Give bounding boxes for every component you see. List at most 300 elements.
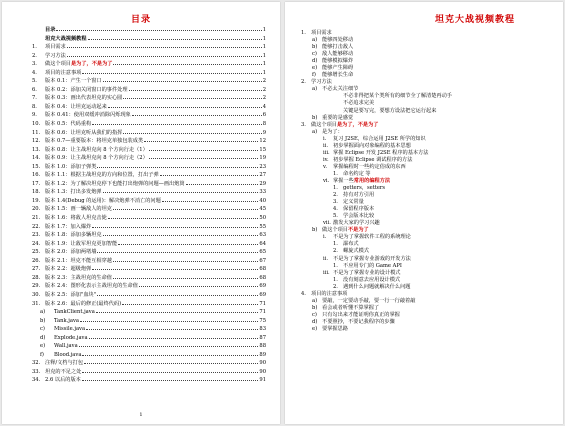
- toc-entry-page: 89: [259, 351, 266, 358]
- toc-entry-page: 68: [259, 266, 266, 273]
- toc-entry[interactable]: [32, 103, 266, 112]
- toc-entry-number: 22.: [32, 223, 41, 230]
- toc-leader-dots: [123, 129, 261, 134]
- list-marker: b): [312, 44, 318, 51]
- toc-entry-label: 版本 1.4(Debug 的运用)：解决炮弹不消亡的问题: [45, 197, 161, 204]
- list-marker: a): [312, 37, 318, 44]
- toc-leader-dots: [113, 257, 258, 262]
- toc-entry-label: Blood.java: [54, 351, 82, 358]
- toc-entry-label: 版本 2.1：坦克不能互相穿越: [45, 257, 112, 264]
- toc-entry[interactable]: [32, 300, 266, 309]
- toc-entry-page: 71: [259, 309, 266, 316]
- list-text: 掌握编程时一些约定俗成的东西: [333, 163, 406, 170]
- list-marker: 1.: [333, 185, 338, 192]
- toc-entry-number: 24.: [32, 240, 41, 247]
- list-marker: c): [312, 311, 317, 318]
- list-item: [301, 178, 553, 185]
- list-marker: 2.: [301, 79, 306, 86]
- toc-entry-label: 版本 0.3：画出代表坦克的实心圆: [45, 95, 123, 102]
- list-item: [301, 192, 553, 199]
- toc-entry-label: Explode.java: [54, 334, 88, 341]
- toc-leader-dots: [97, 163, 258, 168]
- toc-leader-dots: [56, 26, 261, 31]
- toc-entry-page: 50: [259, 215, 266, 222]
- list-text: 不必非得把某个类所有的细节全了解清楚再动手: [343, 93, 452, 100]
- toc-leader-dots: [97, 248, 258, 253]
- toc-entry-label: 版本 0.2：添加关闭窗口的事件处理: [45, 86, 128, 93]
- toc-entry-label: 坦克大战视频教程: [45, 35, 87, 42]
- list-marker: b): [312, 227, 318, 234]
- list-marker: ii.: [323, 142, 328, 149]
- content-page: [285, 2, 563, 424]
- list-item: [301, 136, 553, 143]
- toc-entry-label: 做这个项目: [45, 61, 71, 68]
- list-marker: 5.: [333, 213, 338, 220]
- toc-entry[interactable]: [32, 248, 266, 257]
- toc-entry-page: 75: [259, 317, 266, 324]
- list-marker: iv.: [323, 156, 329, 163]
- list-text: 要掌握思路: [322, 325, 348, 332]
- document-title: 坦克大战视频教程: [435, 15, 516, 25]
- toc-entry[interactable]: [32, 188, 266, 197]
- list-text: 不要照抄，不要记我程序的步骤: [322, 318, 395, 325]
- toc-page: [2, 2, 280, 424]
- toc-entry-label: TankClient.java: [54, 309, 95, 316]
- toc-entry-highlight: 是为了，不是为了: [70, 61, 113, 68]
- list-item: [301, 284, 553, 291]
- list-marker: 3.: [333, 199, 338, 206]
- toc-entry[interactable]: [32, 282, 266, 291]
- toc-entry-number: c): [40, 326, 45, 333]
- list-marker: a): [312, 297, 318, 304]
- toc-entry-label: 版本 0.6：让坦克听从我们的指挥: [45, 129, 123, 136]
- toc-entry-label: 项目需求: [45, 44, 66, 51]
- toc-entry-number: 16.: [32, 172, 41, 179]
- toc-entry-number: 6.: [32, 86, 37, 93]
- toc-entry[interactable]: [32, 325, 266, 334]
- toc-entry-label: 版本 0.41：使用双缓冲消除闪烁现象: [45, 112, 131, 119]
- toc-entry-page: 1: [262, 44, 266, 51]
- toc-entry-number: 14.: [32, 155, 41, 162]
- toc-entry-number: 2.: [32, 52, 37, 59]
- toc-entry-page: 9: [262, 129, 266, 136]
- toc-leader-dots: [67, 43, 262, 48]
- list-marker: c): [312, 51, 317, 58]
- list-item: [301, 72, 553, 79]
- toc-leader-dots: [186, 180, 259, 185]
- toc-entry-page: 71: [259, 300, 266, 307]
- toc-entry[interactable]: [32, 171, 266, 180]
- toc-entry-number: 20.: [32, 206, 41, 213]
- toc-leader-dots: [122, 300, 258, 305]
- list-text: 命名约定 等: [343, 170, 371, 177]
- toc-entry-number: 34.: [32, 377, 41, 384]
- toc-entry-label: 版本 0.5：代码重构: [45, 121, 92, 128]
- toc-entry-number: 9.: [32, 112, 37, 119]
- list-marker: ii.: [323, 255, 328, 262]
- toc-entry-label: 版本 2.6：最后的修正(最终代码): [45, 300, 122, 307]
- list-item: [301, 248, 553, 255]
- toc-entry-label: Wall.java: [54, 343, 78, 350]
- toc-entry-number: 30.: [32, 291, 41, 298]
- toc-entry-number: 15.: [32, 163, 41, 170]
- toc-entry-page: 12: [259, 138, 266, 145]
- list-item: [301, 263, 553, 270]
- toc-entry-page: 19: [259, 155, 266, 162]
- toc-entry-number: 13.: [32, 146, 41, 153]
- toc-leader-dots: [149, 154, 259, 159]
- toc-entry[interactable]: [32, 77, 266, 86]
- toc-entry[interactable]: [32, 120, 266, 129]
- toc-entry[interactable]: [32, 129, 266, 138]
- toc-entry-number: 11.: [32, 129, 41, 136]
- toc-leader-dots: [132, 111, 262, 116]
- list-text: 激发大家的学习兴趣: [333, 220, 380, 227]
- toc-leader-dots: [139, 282, 258, 287]
- toc-entry-page: 83: [259, 326, 266, 333]
- toc-entry[interactable]: [32, 274, 266, 283]
- toc-leader-dots: [96, 308, 259, 313]
- toc-leader-dots: [149, 146, 259, 151]
- toc-entry[interactable]: [32, 205, 266, 214]
- toc-entry[interactable]: [32, 154, 266, 163]
- page-number: 1: [139, 412, 143, 418]
- list-item: [301, 30, 553, 37]
- list-item: [301, 199, 553, 206]
- toc-entry-page: 88: [259, 343, 266, 350]
- toc-entry-number: 10.: [32, 121, 41, 128]
- toc-entry-page: 67: [259, 257, 266, 264]
- list-marker: 1.: [333, 241, 338, 248]
- toc-entry-page: 29: [259, 180, 266, 187]
- toc-leader-dots: [103, 77, 262, 82]
- list-item: [301, 206, 553, 213]
- toc-leader-dots: [82, 368, 258, 373]
- toc-entry-page: 6: [262, 112, 266, 119]
- list-item: [301, 171, 553, 178]
- toc-entry[interactable]: [32, 223, 266, 232]
- toc-entry[interactable]: [32, 111, 266, 120]
- toc-entry-label: 版本 1.6：将敌人坦克击毙: [45, 215, 107, 222]
- toc-entry-page: 2: [262, 95, 266, 102]
- list-item: [301, 312, 553, 319]
- toc-entry[interactable]: [32, 308, 266, 317]
- toc-entry-page: 8: [262, 121, 266, 128]
- list-marker: [333, 108, 343, 115]
- toc-entry-label: 版本 1.0：添加子弹类: [45, 163, 97, 170]
- toc-entry-number: 32.: [32, 360, 41, 367]
- list-text: 掌握一些: [333, 177, 354, 184]
- toc-leader-dots: [84, 359, 258, 364]
- list-item: [301, 298, 553, 305]
- toc-entry[interactable]: [32, 69, 266, 78]
- list-item: [301, 185, 553, 192]
- toc-leader-dots: [92, 223, 258, 228]
- toc-entry-page: 1: [262, 35, 266, 42]
- toc-entry-number: 7.: [32, 95, 37, 102]
- toc-entry-number: 29.: [32, 283, 41, 290]
- toc-entry-label: 版本 2.4：图形化表示主战坦克的生命值: [45, 283, 138, 290]
- list-text: 学会版本比较: [343, 213, 375, 220]
- toc-leader-dots: [113, 60, 261, 65]
- toc-leader-dots: [79, 342, 259, 347]
- toc-leader-dots: [103, 188, 259, 193]
- list-text: 看会或者听懂不算掌握了: [322, 304, 380, 311]
- list-text: 能够增长生命: [322, 72, 354, 79]
- list-text: 能够打击敌人: [322, 44, 354, 51]
- toc-entry[interactable]: [32, 60, 266, 69]
- toc-entry-page: 2: [262, 78, 266, 85]
- list-marker: 3.: [301, 121, 306, 128]
- toc-entry-page: 91: [259, 377, 266, 384]
- toc-entry[interactable]: [32, 163, 266, 172]
- list-item: [301, 326, 553, 333]
- list-marker: i.: [323, 135, 327, 142]
- toc-entry-label: 版本 0.1：产生一个窗口: [45, 78, 102, 85]
- toc-entry-number: 28.: [32, 274, 41, 281]
- toc-leader-dots: [108, 214, 259, 219]
- toc-entry-number: 18.: [32, 189, 41, 196]
- list-text: 保留程序版本: [343, 206, 375, 213]
- list-marker: vi.: [323, 177, 330, 184]
- list-item: [301, 270, 553, 277]
- toc-entry[interactable]: [32, 368, 266, 377]
- list-marker: vii.: [323, 220, 331, 227]
- list-highlight: 不是为了: [347, 227, 369, 234]
- list-text: 掌握 Eclipse 开发 J2SE 程序的基本方法: [333, 149, 429, 156]
- list-marker: [333, 93, 343, 100]
- toc-entry-number: a): [40, 309, 46, 316]
- toc-entry-number: e): [40, 343, 46, 350]
- toc-entry-number: 5.: [32, 78, 37, 85]
- list-item: [301, 157, 553, 164]
- list-text: 做这个项目: [311, 121, 337, 128]
- list-text: 不是为了掌握专业的设计模式: [333, 269, 401, 276]
- toc-entry-page: 23: [259, 163, 266, 170]
- toc-entry-number: 12.: [32, 138, 41, 145]
- list-marker: 1.: [333, 276, 338, 283]
- toc-entry-label: Missile.java: [54, 326, 86, 333]
- toc-entry-page: 1: [262, 52, 266, 59]
- toc-entry-label: 注释/文档与打包: [45, 360, 84, 367]
- list-text: 复习 J2SE，综合运用 J2SE 所学的知识: [333, 135, 426, 142]
- list-marker: i.: [323, 234, 327, 241]
- list-text: 定义常量: [343, 199, 364, 206]
- toc-list: [32, 26, 266, 385]
- toc-title: 目录: [130, 15, 151, 25]
- toc-leader-dots: [160, 171, 259, 176]
- toc-entry[interactable]: [32, 257, 266, 266]
- toc-entry-label: 版本 0.9：让主战坦克向 8 个方向行走（2）: [45, 155, 148, 162]
- toc-entry-label: 版本 2.0：添加两堵墙: [45, 249, 97, 256]
- list-marker: b): [312, 304, 318, 311]
- list-marker: e): [312, 325, 318, 332]
- toc-entry-number: 31.: [32, 300, 41, 307]
- list-marker: 2.: [333, 192, 338, 199]
- list-item: [301, 143, 553, 150]
- list-marker: iii.: [323, 269, 330, 276]
- list-text: 是为了：: [322, 128, 343, 135]
- toc-entry-label: 版本 0.8：让主战坦克向 8 个方向行走（1）: [45, 146, 148, 153]
- toc-entry[interactable]: [32, 35, 266, 44]
- toc-entry[interactable]: [32, 52, 266, 61]
- toc-entry-label: 版本 1.1：根据主战坦克的方向和位置，打出子弹: [45, 172, 159, 179]
- list-highlight: 是为了，不是为了: [336, 121, 379, 128]
- list-item: [301, 108, 553, 115]
- list-item: [301, 129, 553, 136]
- toc-entry[interactable]: [32, 240, 266, 249]
- toc-entry[interactable]: [32, 26, 266, 35]
- list-text: 持有对方引用: [343, 192, 375, 199]
- list-marker: a): [312, 128, 318, 135]
- toc-entry-label: 版本 1.8：添加多辆坦克: [45, 232, 102, 239]
- toc-entry-number: 26.: [32, 257, 41, 264]
- toc-entry-label: 版本 1.5：画一辆敌人的坦克: [45, 206, 112, 213]
- toc-entry-number: 23.: [32, 232, 41, 239]
- list-text: 初步掌握面向对象编程的基本思想: [333, 142, 411, 149]
- list-item: [301, 100, 553, 107]
- toc-entry[interactable]: [32, 359, 266, 368]
- list-text: 能够四处移动: [322, 37, 354, 44]
- toc-entry-page: 64: [259, 240, 266, 247]
- toc-entry[interactable]: [32, 86, 266, 95]
- toc-leader-dots: [89, 334, 259, 339]
- toc-leader-dots: [86, 325, 258, 330]
- toc-entry[interactable]: [32, 197, 266, 206]
- toc-entry-number: 1.: [32, 44, 37, 51]
- list-text: 重要的是感觉: [322, 114, 354, 121]
- list-text: 没有刻意去应用设计模式: [343, 276, 401, 283]
- toc-entry-page: 69: [259, 283, 266, 290]
- list-text: getters，setters: [343, 185, 386, 192]
- toc-entry-number: 19.: [32, 197, 41, 204]
- toc-entry[interactable]: [32, 317, 266, 326]
- toc-entry[interactable]: [32, 291, 266, 300]
- list-text: 初步掌握 Eclipse 调试程序的方法: [333, 156, 413, 163]
- toc-entry-label: 版本 2.3：主战坦克的生命值: [45, 274, 112, 281]
- toc-entry-number: d): [40, 334, 46, 341]
- toc-entry-page: 45: [259, 206, 266, 213]
- toc-entry-label: 版本 1.9：让敌军坦克更加智能: [45, 240, 118, 247]
- toc-entry-label: 版本 2.5：添加"血块": [45, 291, 96, 298]
- toc-entry[interactable]: [32, 94, 266, 103]
- list-text: 做这个项目: [322, 227, 348, 234]
- toc-entry[interactable]: [32, 137, 266, 146]
- toc-entry-label: 学习方法: [45, 52, 66, 59]
- toc-entry-label: 2.6 以后的版本: [45, 377, 81, 384]
- list-text: 瀑布式: [343, 241, 359, 248]
- toc-entry-label: 坦克的不足之处: [45, 368, 82, 375]
- list-marker: b): [312, 114, 318, 121]
- toc-entry[interactable]: [32, 334, 266, 343]
- toc-leader-dots: [118, 240, 258, 245]
- toc-entry[interactable]: [32, 146, 266, 155]
- toc-entry-page: 40: [259, 197, 266, 204]
- list-text: 敌人能够移动: [322, 51, 354, 58]
- toc-entry-number: 8.: [32, 103, 37, 110]
- toc-entry[interactable]: [32, 180, 266, 189]
- list-marker: 1.: [333, 262, 338, 269]
- toc-entry-label: 版本 0.7—重要版本：将坦克单独包装成类: [45, 138, 144, 145]
- toc-entry-label: 项目的注意事项: [45, 69, 82, 76]
- toc-leader-dots: [92, 265, 258, 270]
- toc-entry-label: Tank.java: [54, 317, 80, 324]
- toc-entry-number: 27.: [32, 266, 41, 273]
- toc-entry-page: 55: [259, 223, 266, 230]
- toc-entry-page: 1: [262, 27, 266, 33]
- list-text: 能够产生障碍: [322, 65, 354, 72]
- list-marker: 2.: [333, 248, 338, 255]
- toc-entry-label: 版本 2.2：超级炮弹: [45, 266, 92, 273]
- list-text: 只有勾出来才能证明你真正的掌握: [322, 311, 400, 318]
- toc-leader-dots: [82, 69, 261, 74]
- toc-entry-number: 21.: [32, 215, 41, 222]
- toc-leader-dots: [123, 94, 261, 99]
- toc-leader-dots: [162, 197, 259, 202]
- toc-entry[interactable]: [32, 43, 266, 52]
- list-item: [301, 150, 553, 157]
- toc-entry-number: b): [40, 317, 46, 324]
- toc-entry-page: 87: [259, 334, 266, 341]
- list-text: 不是为了掌握软件工程的系统理论: [333, 234, 411, 241]
- toc-entry-label: 目录: [45, 27, 56, 33]
- toc-entry-page: 68: [259, 274, 266, 281]
- toc-entry-page: 90: [259, 360, 266, 367]
- toc-entry-page: 4: [262, 103, 266, 110]
- toc-leader-dots: [82, 376, 259, 381]
- toc-leader-dots: [97, 291, 258, 296]
- toc-leader-dots: [82, 351, 258, 356]
- toc-entry[interactable]: [32, 351, 266, 360]
- toc-leader-dots: [113, 274, 258, 279]
- toc-entry-number: 3.: [32, 61, 37, 68]
- toc-entry[interactable]: [32, 214, 266, 223]
- toc-entry-label: 版本 1.3：打出多发炮弹: [45, 189, 102, 196]
- list-item: [301, 241, 553, 248]
- toc-leader-dots: [113, 205, 258, 210]
- list-marker: 2.: [333, 283, 338, 290]
- toc-entry[interactable]: [32, 231, 266, 240]
- list-text: 项目需求: [311, 30, 332, 36]
- toc-entry[interactable]: [32, 376, 266, 385]
- list-text: 不应用专门的 Game API: [343, 262, 402, 269]
- toc-entry[interactable]: [32, 342, 266, 351]
- toc-entry[interactable]: [32, 265, 266, 274]
- list-marker: iii.: [323, 149, 330, 156]
- list-marker: 1.: [301, 30, 306, 36]
- list-highlight: 常用的编程方法: [353, 177, 391, 184]
- list-item: [301, 277, 553, 284]
- toc-leader-dots: [88, 35, 262, 40]
- list-text: 不必太关注细节: [322, 86, 359, 93]
- toc-entry-number: 25.: [32, 249, 41, 256]
- content-list: [301, 30, 553, 333]
- toc-entry-label: 版本 1.2：为了解决坦克停下也能打出炮弹的问题—画出炮筒: [45, 180, 185, 187]
- list-text: 项目的注意事项: [311, 290, 348, 297]
- toc-entry-label: 版本 1.7：加入爆炸: [45, 223, 92, 230]
- toc-entry-number: 4.: [32, 69, 37, 76]
- toc-leader-dots: [108, 103, 262, 108]
- list-item: [301, 164, 553, 171]
- list-item: [301, 234, 553, 241]
- list-item: [301, 256, 553, 263]
- toc-leader-dots: [92, 120, 261, 125]
- toc-leader-dots: [129, 86, 262, 91]
- toc-entry-number: 17.: [32, 180, 41, 187]
- toc-entry-label: 版本 0.4：让坦克运动起来: [45, 103, 107, 110]
- toc-leader-dots: [80, 317, 258, 322]
- toc-leader-dots: [144, 137, 258, 142]
